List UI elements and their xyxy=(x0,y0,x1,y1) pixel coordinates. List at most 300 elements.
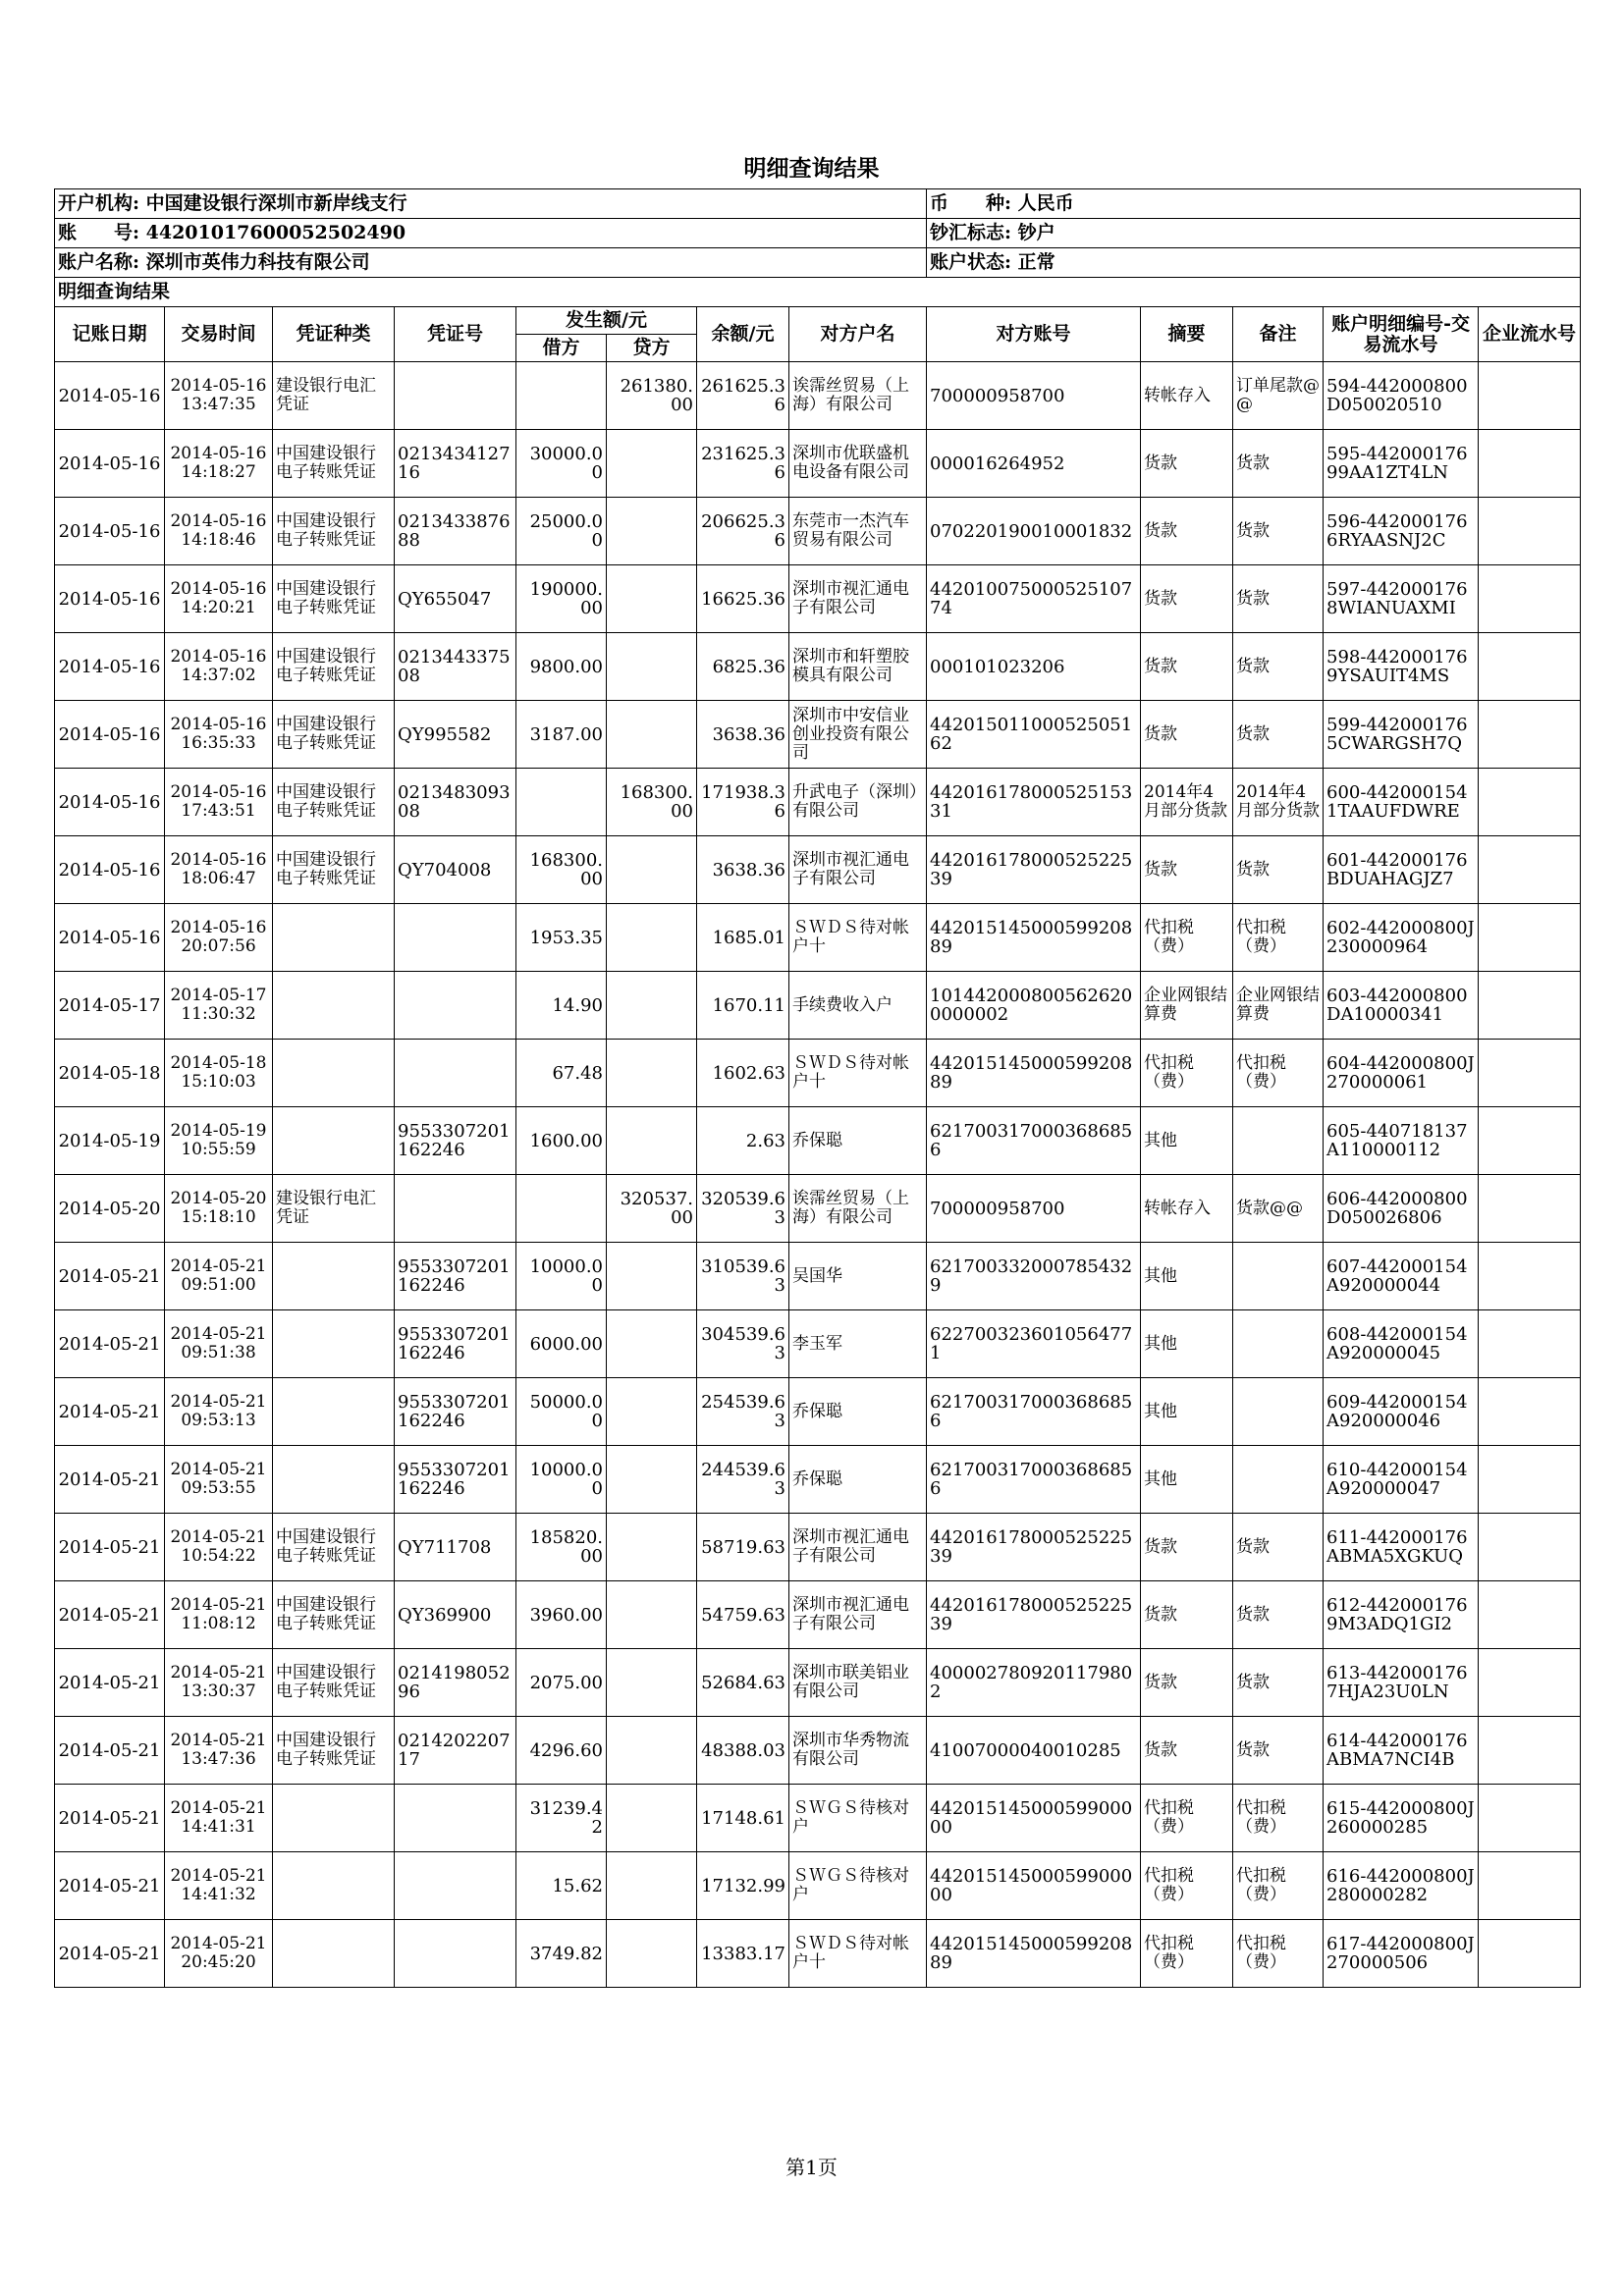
cell-credit xyxy=(607,1581,697,1649)
header-enterprise-serial: 企业流水号 xyxy=(1479,307,1581,362)
cell-date: 2014-05-21 xyxy=(55,1310,165,1378)
cell-balance: 3638.36 xyxy=(697,701,789,769)
cell-balance: 261625.36 xyxy=(697,362,789,430)
cell-debit: 3187.00 xyxy=(516,701,607,769)
cell-time: 2014-05-21 14:41:32 xyxy=(165,1852,273,1920)
section-row xyxy=(55,278,1581,307)
cell-counter-account: 4000027809201179802 xyxy=(927,1649,1141,1717)
cell-date: 2014-05-20 xyxy=(55,1175,165,1243)
section-label: 明细查询结果 xyxy=(55,278,1581,307)
table-row xyxy=(55,701,1581,769)
cell-debit: 168300.00 xyxy=(516,836,607,904)
cell-remark: 货款 xyxy=(1233,1649,1324,1717)
cell-date: 2014-05-21 xyxy=(55,1581,165,1649)
table-row xyxy=(55,1243,1581,1310)
cell-remark: 货款 xyxy=(1233,1717,1324,1785)
cell-voucher-type xyxy=(273,904,395,972)
cell-counter-account: 6227003236010564771 xyxy=(927,1310,1141,1378)
cell-serial: 617-442000800J270000506 xyxy=(1324,1920,1479,1988)
cell-counter-account: 6217003170003686856 xyxy=(927,1107,1141,1175)
cell-debit: 3749.82 xyxy=(516,1920,607,1988)
cell-remark: 代扣税（费） xyxy=(1233,1920,1324,1988)
cell-time: 2014-05-21 20:45:20 xyxy=(165,1920,273,1988)
cell-counter-account: 6217003170003686856 xyxy=(927,1378,1141,1446)
cell-voucher-type: 中国建设银行电子转账凭证 xyxy=(273,633,395,701)
cell-counterparty: 东莞市一杰汽车贸易有限公司 xyxy=(789,498,927,565)
cell-enterprise-serial xyxy=(1479,1581,1581,1649)
table-row xyxy=(55,1649,1581,1717)
cell-summary: 其他 xyxy=(1141,1107,1233,1175)
cell-voucher-type: 中国建设银行电子转账凭证 xyxy=(273,701,395,769)
cell-balance: 54759.63 xyxy=(697,1581,789,1649)
cell-serial: 602-442000800J230000964 xyxy=(1324,904,1479,972)
table-row xyxy=(55,565,1581,633)
cell-date: 2014-05-16 xyxy=(55,633,165,701)
cell-debit: 50000.00 xyxy=(516,1378,607,1446)
cell-summary: 货款 xyxy=(1141,1717,1233,1785)
cell-serial: 600-4420001541TAAUFDWRE xyxy=(1324,769,1479,836)
cell-voucher-no xyxy=(395,972,516,1040)
cell-remark: 代扣税（费） xyxy=(1233,1785,1324,1852)
cell-debit: 1953.35 xyxy=(516,904,607,972)
cell-balance: 310539.63 xyxy=(697,1243,789,1310)
cell-summary: 代扣税（费） xyxy=(1141,904,1233,972)
cell-counter-account: 000016264952 xyxy=(927,430,1141,498)
header-summary: 摘要 xyxy=(1141,307,1233,362)
cell-voucher-type: 中国建设银行电子转账凭证 xyxy=(273,1581,395,1649)
cell-summary: 转帐存入 xyxy=(1141,1175,1233,1243)
cell-summary: 货款 xyxy=(1141,430,1233,498)
cell-date: 2014-05-16 xyxy=(55,836,165,904)
cell-counter-account: 44201617800052522539 xyxy=(927,1581,1141,1649)
cell-voucher-type xyxy=(273,1920,395,1988)
cell-voucher-no: 021348309308 xyxy=(395,769,516,836)
cell-remark: 货款 xyxy=(1233,1581,1324,1649)
cell-credit xyxy=(607,633,697,701)
cell-voucher-no xyxy=(395,362,516,430)
cell-enterprise-serial xyxy=(1479,565,1581,633)
cell-summary: 其他 xyxy=(1141,1243,1233,1310)
cell-time: 2014-05-21 13:30:37 xyxy=(165,1649,273,1717)
cell-serial: 608-442000154A920000045 xyxy=(1324,1310,1479,1378)
cell-voucher-type xyxy=(273,972,395,1040)
header-date: 记账日期 xyxy=(55,307,165,362)
cell-credit xyxy=(607,1310,697,1378)
cell-date: 2014-05-16 xyxy=(55,362,165,430)
cell-voucher-no: 9553307201162246 xyxy=(395,1378,516,1446)
cell-balance: 13383.17 xyxy=(697,1920,789,1988)
cell-counterparty: 深圳市视汇通电子有限公司 xyxy=(789,836,927,904)
cell-summary: 企业网银结算费 xyxy=(1141,972,1233,1040)
cell-voucher-type: 中国建设银行电子转账凭证 xyxy=(273,565,395,633)
cell-enterprise-serial xyxy=(1479,1920,1581,1988)
cell-voucher-no: QY369900 xyxy=(395,1581,516,1649)
cell-enterprise-serial xyxy=(1479,1175,1581,1243)
cell-enterprise-serial xyxy=(1479,1852,1581,1920)
cell-remark: 代扣税（费） xyxy=(1233,1852,1324,1920)
cell-time: 2014-05-20 15:18:10 xyxy=(165,1175,273,1243)
cell-enterprise-serial xyxy=(1479,1514,1581,1581)
cell-counter-account: 44201514500059920889 xyxy=(927,1040,1141,1107)
account-name-value: 深圳市英伟力科技有限公司 xyxy=(145,251,370,273)
cell-counter-account: 1014420008005626200000002 xyxy=(927,972,1141,1040)
cell-summary: 其他 xyxy=(1141,1446,1233,1514)
cell-summary: 货款 xyxy=(1141,1514,1233,1581)
statement-table xyxy=(54,188,1581,1988)
header-row-1 xyxy=(55,307,1581,335)
cell-date: 2014-05-18 xyxy=(55,1040,165,1107)
cell-serial: 598-4420001769YSAUIT4MS xyxy=(1324,633,1479,701)
cell-balance: 58719.63 xyxy=(697,1514,789,1581)
cell-credit xyxy=(607,1514,697,1581)
table-row xyxy=(55,362,1581,430)
cell-enterprise-serial xyxy=(1479,1649,1581,1717)
cell-serial: 611-442000176ABMA5XGKUQ xyxy=(1324,1514,1479,1581)
cell-enterprise-serial xyxy=(1479,1040,1581,1107)
cell-time: 2014-05-16 14:20:21 xyxy=(165,565,273,633)
cell-voucher-no: 021344337508 xyxy=(395,633,516,701)
cell-summary: 货款 xyxy=(1141,701,1233,769)
cell-time: 2014-05-21 14:41:31 xyxy=(165,1785,273,1852)
cell-remark: 代扣税（费） xyxy=(1233,904,1324,972)
cell-summary: 其他 xyxy=(1141,1310,1233,1378)
cell-date: 2014-05-16 xyxy=(55,769,165,836)
cell-counterparty: 李玉军 xyxy=(789,1310,927,1378)
cell-counterparty: 深圳市视汇通电子有限公司 xyxy=(789,1514,927,1581)
cell-remark: 企业网银结算费 xyxy=(1233,972,1324,1040)
cell-time: 2014-05-19 10:55:59 xyxy=(165,1107,273,1175)
cell-remark: 货款 xyxy=(1233,430,1324,498)
cell-counterparty: 深圳市和轩塑胶模具有限公司 xyxy=(789,633,927,701)
cell-debit: 2075.00 xyxy=(516,1649,607,1717)
cell-counterparty: 吴国华 xyxy=(789,1243,927,1310)
cell-credit: 261380.00 xyxy=(607,362,697,430)
cell-balance: 1602.63 xyxy=(697,1040,789,1107)
cell-balance: 254539.63 xyxy=(697,1378,789,1446)
cell-summary: 货款 xyxy=(1141,633,1233,701)
cell-counterparty: 深圳市中安信业创业投资有限公司 xyxy=(789,701,927,769)
cell-balance: 6825.36 xyxy=(697,633,789,701)
cell-counterparty: 深圳市联美铝业有限公司 xyxy=(789,1649,927,1717)
cell-voucher-type xyxy=(273,1378,395,1446)
cell-counter-account: 44201007500052510774 xyxy=(927,565,1141,633)
cell-summary: 代扣税（费） xyxy=(1141,1852,1233,1920)
cell-remark xyxy=(1233,1446,1324,1514)
cell-remark: 货款 xyxy=(1233,565,1324,633)
info-row-name xyxy=(55,248,1581,278)
cash-value: 钞户 xyxy=(1017,222,1055,243)
cell-credit: 320537.00 xyxy=(607,1175,697,1243)
cell-serial: 606-442000800D050026806 xyxy=(1324,1175,1479,1243)
cell-credit xyxy=(607,1378,697,1446)
cell-enterprise-serial xyxy=(1479,498,1581,565)
cell-remark: 货款 xyxy=(1233,836,1324,904)
cell-time: 2014-05-16 16:35:33 xyxy=(165,701,273,769)
cell-counter-account: 44201501100052505162 xyxy=(927,701,1141,769)
table-row xyxy=(55,1446,1581,1514)
cell-remark: 货款 xyxy=(1233,498,1324,565)
table-row xyxy=(55,633,1581,701)
page-number: 第1页 xyxy=(785,2156,838,2179)
cell-balance: 17132.99 xyxy=(697,1852,789,1920)
cell-balance: 231625.36 xyxy=(697,430,789,498)
cell-enterprise-serial xyxy=(1479,972,1581,1040)
cell-debit: 4296.60 xyxy=(516,1717,607,1785)
cell-serial: 616-442000800J280000282 xyxy=(1324,1852,1479,1920)
cell-debit: 10000.00 xyxy=(516,1243,607,1310)
cell-summary: 货款 xyxy=(1141,565,1233,633)
currency-value: 人民币 xyxy=(1017,192,1074,214)
table-row xyxy=(55,1581,1581,1649)
cell-counterparty: 诶霈丝贸易（上海）有限公司 xyxy=(789,362,927,430)
table-row xyxy=(55,498,1581,565)
cell-counterparty: ＳＷＤＳ待对帐户十 xyxy=(789,1920,927,1988)
cell-date: 2014-05-16 xyxy=(55,430,165,498)
cell-summary: 代扣税（费） xyxy=(1141,1785,1233,1852)
cell-counter-account: 44201514500059900000 xyxy=(927,1852,1141,1920)
cell-time: 2014-05-21 13:47:36 xyxy=(165,1717,273,1785)
cell-serial: 607-442000154A920000044 xyxy=(1324,1243,1479,1310)
cell-counterparty: 乔保聪 xyxy=(789,1107,927,1175)
cell-voucher-type: 中国建设银行电子转账凭证 xyxy=(273,1649,395,1717)
cell-balance: 52684.63 xyxy=(697,1649,789,1717)
cell-serial: 605-440718137A110000112 xyxy=(1324,1107,1479,1175)
table-row xyxy=(55,430,1581,498)
cell-debit xyxy=(516,1175,607,1243)
cell-balance: 48388.03 xyxy=(697,1717,789,1785)
cell-balance: 244539.63 xyxy=(697,1446,789,1514)
cell-debit: 6000.00 xyxy=(516,1310,607,1378)
currency-label: 币 种: xyxy=(930,192,1012,214)
cell-voucher-no: 021343387688 xyxy=(395,498,516,565)
cell-voucher-type xyxy=(273,1446,395,1514)
table-row xyxy=(55,1852,1581,1920)
table-row xyxy=(55,1920,1581,1988)
cell-counter-account: 44201514500059920889 xyxy=(927,1920,1141,1988)
cell-remark: 货款 xyxy=(1233,1514,1324,1581)
cell-balance: 1685.01 xyxy=(697,904,789,972)
cell-date: 2014-05-21 xyxy=(55,1378,165,1446)
cell-credit xyxy=(607,701,697,769)
cell-voucher-no: QY995582 xyxy=(395,701,516,769)
cell-remark: 货款 xyxy=(1233,633,1324,701)
cell-enterprise-serial xyxy=(1479,1107,1581,1175)
cell-counterparty: 深圳市视汇通电子有限公司 xyxy=(789,1581,927,1649)
table-row xyxy=(55,904,1581,972)
cell-counterparty: 深圳市华秀物流有限公司 xyxy=(789,1717,927,1785)
cell-time: 2014-05-18 15:10:03 xyxy=(165,1040,273,1107)
cell-voucher-type xyxy=(273,1107,395,1175)
cell-time: 2014-05-17 11:30:32 xyxy=(165,972,273,1040)
cell-debit xyxy=(516,362,607,430)
cell-time: 2014-05-16 14:18:46 xyxy=(165,498,273,565)
status-label: 账户状态: xyxy=(930,251,1012,273)
cell-credit xyxy=(607,836,697,904)
table-row xyxy=(55,1310,1581,1378)
cell-counterparty: ＳＷＧＳ待核对户 xyxy=(789,1785,927,1852)
cell-credit xyxy=(607,498,697,565)
cell-enterprise-serial xyxy=(1479,701,1581,769)
cell-balance: 1670.11 xyxy=(697,972,789,1040)
cell-voucher-no: 9553307201162246 xyxy=(395,1107,516,1175)
table-row xyxy=(55,1040,1581,1107)
cell-voucher-no: 9553307201162246 xyxy=(395,1310,516,1378)
cell-voucher-type: 中国建设银行电子转账凭证 xyxy=(273,1514,395,1581)
cell-date: 2014-05-21 xyxy=(55,1243,165,1310)
cell-voucher-no xyxy=(395,1785,516,1852)
cell-enterprise-serial xyxy=(1479,836,1581,904)
cell-voucher-type xyxy=(273,1852,395,1920)
cell-credit xyxy=(607,1852,697,1920)
cell-serial: 601-442000176BDUAHAGJZ7 xyxy=(1324,836,1479,904)
cell-counterparty: 诶霈丝贸易（上海）有限公司 xyxy=(789,1175,927,1243)
cell-date: 2014-05-16 xyxy=(55,498,165,565)
cell-debit: 30000.00 xyxy=(516,430,607,498)
cell-voucher-type: 中国建设银行电子转账凭证 xyxy=(273,1717,395,1785)
cell-balance: 206625.36 xyxy=(697,498,789,565)
cell-time: 2014-05-16 14:37:02 xyxy=(165,633,273,701)
cell-counter-account: 070220190010001832 xyxy=(927,498,1141,565)
cell-voucher-no xyxy=(395,904,516,972)
table-row xyxy=(55,1717,1581,1785)
cell-voucher-type: 中国建设银行电子转账凭证 xyxy=(273,836,395,904)
cell-summary: 2014年4月部分货款 xyxy=(1141,769,1233,836)
table-row xyxy=(55,836,1581,904)
cell-counter-account: 6217003320007854329 xyxy=(927,1243,1141,1310)
cell-counter-account: 44201617800052515331 xyxy=(927,769,1141,836)
cell-debit: 190000.00 xyxy=(516,565,607,633)
cell-serial: 603-442000800DA10000341 xyxy=(1324,972,1479,1040)
cell-voucher-type: 中国建设银行电子转账凭证 xyxy=(273,430,395,498)
cell-debit: 1600.00 xyxy=(516,1107,607,1175)
cell-date: 2014-05-16 xyxy=(55,701,165,769)
cell-voucher-no: QY704008 xyxy=(395,836,516,904)
cell-voucher-no: 021419805296 xyxy=(395,1649,516,1717)
cell-voucher-no xyxy=(395,1040,516,1107)
cell-voucher-type: 中国建设银行电子转账凭证 xyxy=(273,769,395,836)
cell-balance: 304539.63 xyxy=(697,1310,789,1378)
cell-time: 2014-05-16 18:06:47 xyxy=(165,836,273,904)
cell-remark: 货款 xyxy=(1233,701,1324,769)
header-counter-account: 对方账号 xyxy=(927,307,1141,362)
cell-counter-account: 700000958700 xyxy=(927,1175,1141,1243)
cell-date: 2014-05-21 xyxy=(55,1920,165,1988)
status-value: 正常 xyxy=(1017,251,1055,273)
header-serial: 账户明细编号-交易流水号 xyxy=(1324,307,1479,362)
cell-credit xyxy=(607,1920,697,1988)
header-credit: 贷方 xyxy=(607,335,697,362)
cell-serial: 595-44200017699AA1ZT4LN xyxy=(1324,430,1479,498)
header-time: 交易时间 xyxy=(165,307,273,362)
cell-date: 2014-05-21 xyxy=(55,1852,165,1920)
header-counterparty: 对方户名 xyxy=(789,307,927,362)
cell-counterparty: 升武电子（深圳）有限公司 xyxy=(789,769,927,836)
table-row xyxy=(55,1107,1581,1175)
cell-voucher-no: 9553307201162246 xyxy=(395,1243,516,1310)
cell-date: 2014-05-17 xyxy=(55,972,165,1040)
cell-counterparty: 手续费收入户 xyxy=(789,972,927,1040)
cell-remark: 货款@@ xyxy=(1233,1175,1324,1243)
cell-date: 2014-05-21 xyxy=(55,1717,165,1785)
cell-summary: 货款 xyxy=(1141,498,1233,565)
cell-credit xyxy=(607,1107,697,1175)
cell-counter-account: 44201514500059920889 xyxy=(927,904,1141,972)
cell-remark xyxy=(1233,1310,1324,1378)
cell-debit: 15.62 xyxy=(516,1852,607,1920)
cell-date: 2014-05-21 xyxy=(55,1785,165,1852)
cell-balance: 3638.36 xyxy=(697,836,789,904)
cell-balance: 17148.61 xyxy=(697,1785,789,1852)
cell-credit xyxy=(607,565,697,633)
cell-remark: 代扣税（费） xyxy=(1233,1040,1324,1107)
cell-debit: 31239.42 xyxy=(516,1785,607,1852)
org-label: 开户机构: xyxy=(58,192,140,214)
cell-counter-account: 6217003170003686856 xyxy=(927,1446,1141,1514)
cell-serial: 615-442000800J260000285 xyxy=(1324,1785,1479,1852)
cell-balance: 16625.36 xyxy=(697,565,789,633)
cell-time: 2014-05-16 13:47:35 xyxy=(165,362,273,430)
cell-date: 2014-05-19 xyxy=(55,1107,165,1175)
cell-serial: 604-442000800J270000061 xyxy=(1324,1040,1479,1107)
info-row-account xyxy=(55,219,1581,248)
cell-voucher-type xyxy=(273,1310,395,1378)
cell-serial: 612-4420001769M3ADQ1GI2 xyxy=(1324,1581,1479,1649)
cell-time: 2014-05-16 14:18:27 xyxy=(165,430,273,498)
cell-summary: 货款 xyxy=(1141,1649,1233,1717)
cell-date: 2014-05-16 xyxy=(55,904,165,972)
cell-voucher-type: 建设银行电汇凭证 xyxy=(273,1175,395,1243)
table-row xyxy=(55,769,1581,836)
cell-enterprise-serial xyxy=(1479,633,1581,701)
cell-serial: 610-442000154A920000047 xyxy=(1324,1446,1479,1514)
cell-remark: 2014年4月部分货款 xyxy=(1233,769,1324,836)
cell-serial: 613-4420001767HJA23U0LN xyxy=(1324,1649,1479,1717)
cell-enterprise-serial xyxy=(1479,1785,1581,1852)
cell-time: 2014-05-16 17:43:51 xyxy=(165,769,273,836)
cell-enterprise-serial xyxy=(1479,1243,1581,1310)
cell-serial: 614-442000176ABMA7NCI4B xyxy=(1324,1717,1479,1785)
cell-debit xyxy=(516,769,607,836)
cell-time: 2014-05-21 11:08:12 xyxy=(165,1581,273,1649)
cell-serial: 609-442000154A920000046 xyxy=(1324,1378,1479,1446)
cash-label: 钞汇标志: xyxy=(930,222,1012,243)
cell-enterprise-serial xyxy=(1479,769,1581,836)
cell-credit: 168300.00 xyxy=(607,769,697,836)
cell-voucher-no xyxy=(395,1852,516,1920)
cell-voucher-type xyxy=(273,1040,395,1107)
cell-credit xyxy=(607,1446,697,1514)
cell-enterprise-serial xyxy=(1479,430,1581,498)
cell-summary: 其他 xyxy=(1141,1378,1233,1446)
cell-counter-account: 000101023206 xyxy=(927,633,1141,701)
cell-credit xyxy=(607,1785,697,1852)
page-title: 明细查询结果 xyxy=(743,155,880,182)
cell-serial: 596-4420001766RYAASNJ2C xyxy=(1324,498,1479,565)
cell-credit xyxy=(607,1243,697,1310)
cell-debit: 3960.00 xyxy=(516,1581,607,1649)
cell-summary: 代扣税（费） xyxy=(1141,1920,1233,1988)
cell-date: 2014-05-21 xyxy=(55,1446,165,1514)
cell-time: 2014-05-21 09:53:55 xyxy=(165,1446,273,1514)
org-value: 中国建设银行深圳市新岸线支行 xyxy=(145,192,407,214)
cell-voucher-type: 建设银行电汇凭证 xyxy=(273,362,395,430)
cell-counterparty: ＳＷＧＳ待核对户 xyxy=(789,1852,927,1920)
cell-counterparty: 乔保聪 xyxy=(789,1378,927,1446)
table-row xyxy=(55,972,1581,1040)
table-row xyxy=(55,1514,1581,1581)
cell-counterparty: 深圳市视汇通电子有限公司 xyxy=(789,565,927,633)
cell-enterprise-serial xyxy=(1479,1446,1581,1514)
